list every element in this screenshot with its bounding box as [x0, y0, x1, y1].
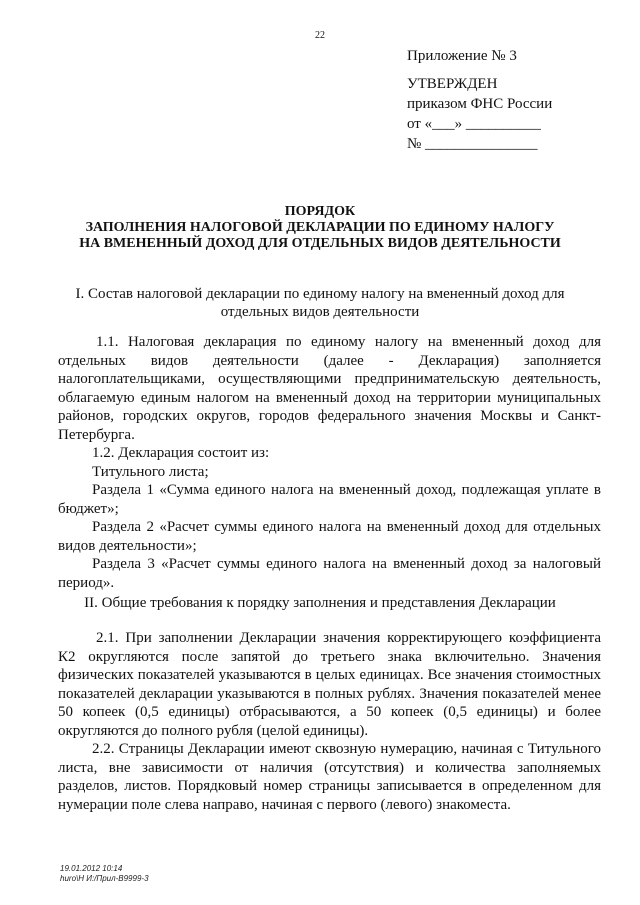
file-footer: [60, 864, 149, 884]
approved-label: УТВЕРЖДЕН: [407, 76, 498, 92]
paragraph-2-1: 2.1. При заполнении Декларации значения корректирующего коэффициента К2 округляются после запятой до третьего знака включительно. Значения физических показателей указываются в целых единицах. Все значения стоимостных показателей декларации указываются в полных рублях. Значения показателей менее 50 копеек (0,5 единицы) отбрасываются, а 50 копеек (0,5 единицы) и более округляются до полного рубля (целой единицы).: [58, 630, 601, 739]
order-label: приказом ФНС России: [407, 96, 553, 112]
paragraph-2-2: 2.2. Страницы Декларации имеют сквозную нумерацию, начиная с Титульного листа, вне зависимости от наличия (отсутствия) и количества заполняемых разделов, листов. Порядковый номер страницы записывается в определенном для нумерации поле слева направо, начиная с первого (левого) знакоместа.: [58, 741, 601, 813]
paragraph-1-2: 1.2. Декларация состоит из:: [92, 445, 270, 461]
order-number-line: № _______________: [407, 136, 538, 152]
list-item-section-1: Раздела 1 «Сумма единого налога на вмененный доход, подлежащая уплате в бюджет»;: [58, 482, 601, 517]
approval-spacer: [407, 66, 627, 74]
list-item-section-3: Раздела 3 «Расчет суммы единого налога на вмененный доход за налоговый период».: [58, 556, 601, 591]
page-number: 22: [315, 30, 325, 41]
appendix-label: Приложение № 3: [407, 48, 517, 64]
footer-file-path: huro\Н И:/Прил-В9999-3: [60, 874, 149, 883]
order-date-line: от «___» __________: [407, 116, 541, 132]
footer-timestamp: 19.01.2012 10:14: [60, 864, 123, 873]
paragraph-1-1: 1.1. Налоговая декларация по единому налогу на вмененный доход для отдельных видов деятельности (далее - Декларация) заполняется налогоплательщиками, осуществляющими предпринимательскую деятельность, облагаемую единым налогом на вмененный доход на территории муниципальных районов, городских округов, городов федерального значения Москвы и Санкт-Петербурга.: [58, 334, 601, 443]
heading-line-1: ПОРЯДОК: [284, 204, 356, 219]
approval-block: [407, 46, 627, 154]
list-item-section-2: Раздела 2 «Расчет суммы единого налога на вмененный доход для отдельных видов деятельности»;: [58, 519, 601, 554]
section-1-title-line-1: I. Состав налоговой декларации по единому налогу на вмененный доход для: [75, 286, 565, 302]
document-heading: [60, 204, 580, 252]
heading-line-3: НА ВМЕНЕННЫЙ ДОХОД ДЛЯ ОТДЕЛЬНЫХ ВИДОВ ДЕЯТЕЛЬНОСТИ: [79, 236, 561, 251]
section-2-title: II. Общие требования к порядку заполнения и представления Декларации: [84, 595, 556, 611]
list-item-title-page: Титульного листа;: [92, 463, 209, 480]
heading-line-2: ЗАПОЛНЕНИЯ НАЛОГОВОЙ ДЕКЛАРАЦИИ ПО ЕДИНОМУ НАЛОГУ: [85, 220, 555, 235]
section-1-body: [58, 333, 601, 592]
section-1-title: [60, 285, 580, 321]
section-1-title-line-2: отдельных видов деятельности: [220, 304, 420, 320]
section-2-body: [58, 629, 601, 814]
